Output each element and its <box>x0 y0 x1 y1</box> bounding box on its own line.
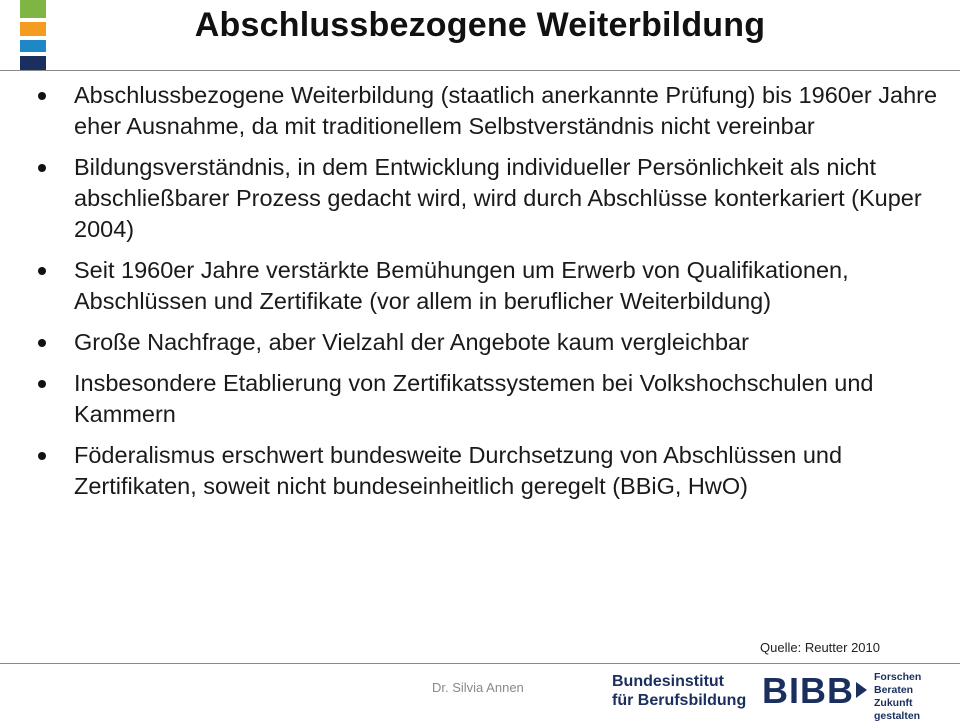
logo-mark: BIBB <box>762 670 854 711</box>
bullet-icon <box>38 339 46 347</box>
logo-line2: für Berufsbildung <box>612 692 747 709</box>
bullet-text: Föderalismus erschwert bundesweite Durchsetzung von Abschlüssen und Zertifikaten, soweit nicht bundeseinheitlich geregelt (BBiG, HwO) <box>74 442 843 499</box>
bullet-icon <box>38 452 46 460</box>
bullet-list <box>38 80 943 512</box>
bullet-text: Seit 1960er Jahre verstärkte Bemühungen um Erwerb von Qualifikationen, Abschlüssen und Zertifikate (vor allem in beruflicher Weiterbildung) <box>74 257 849 314</box>
logo-tag3: Zukunft gestalten <box>874 697 921 722</box>
bullet-icon <box>38 267 46 275</box>
bullet-item <box>38 255 943 317</box>
bullet-item <box>38 327 943 358</box>
bullet-item <box>38 152 943 245</box>
author-name: Dr. Silvia Annen <box>432 680 524 695</box>
accent-navy <box>20 56 46 70</box>
bullet-item <box>38 80 943 142</box>
slide-title: Abschlussbezogene Weiterbildung <box>194 6 766 44</box>
bullet-icon <box>38 92 46 100</box>
bullet-text: Große Nachfrage, aber Vielzahl der Angebote kaum vergleichbar <box>74 329 749 355</box>
bibb-logo <box>612 670 952 722</box>
bullet-text: Insbesondere Etablierung von Zertifikatssystemen bei Volkshochschulen und Kammern <box>74 370 874 427</box>
footer-divider <box>0 663 960 664</box>
logo-line1: Bundesinstitut <box>612 673 724 690</box>
bullet-item <box>38 368 943 430</box>
bullet-icon <box>38 164 46 172</box>
bullet-item <box>38 440 943 502</box>
source-citation: Quelle: Reutter 2010 <box>760 640 880 655</box>
logo-tag2: Beraten <box>874 684 914 696</box>
bullet-text: Bildungsverständnis, in dem Entwicklung individueller Persönlichkeit als nicht abschließbarer Prozess gedacht wird, wird durch Abschlüsse konterkariert (Kuper 2004) <box>74 154 922 242</box>
title-divider <box>0 70 960 71</box>
bullet-text: Abschlussbezogene Weiterbildung (staatlich anerkannte Prüfung) bis 1960er Jahre eher Ausnahme, da mit traditionellem Selbstverständnis nicht vereinbar <box>74 82 938 139</box>
logo-tag1: Forschen <box>874 671 922 683</box>
logo-institute-name <box>612 672 746 710</box>
logo-tagline <box>874 671 952 723</box>
bullet-icon <box>38 380 46 388</box>
logo-arrow-icon <box>856 682 867 698</box>
